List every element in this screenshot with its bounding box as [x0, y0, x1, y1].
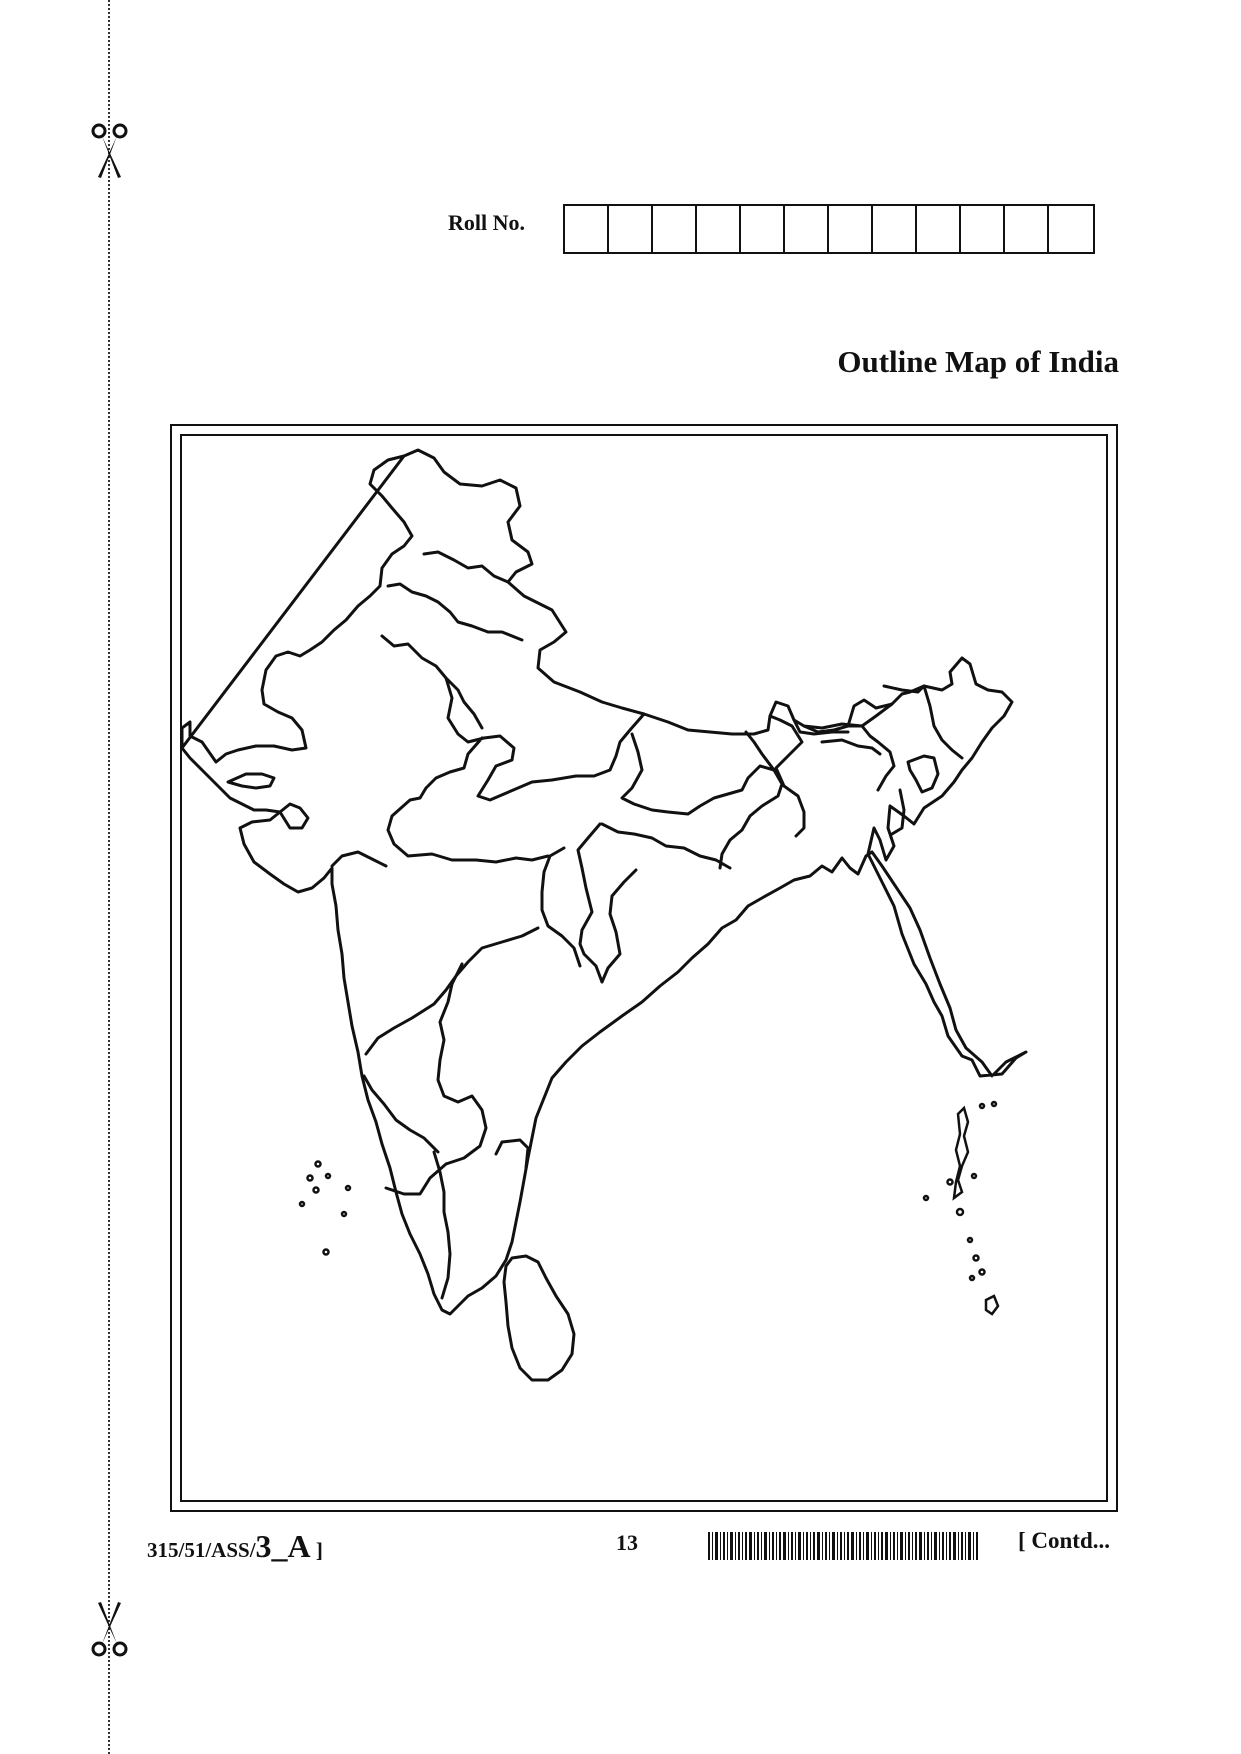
- roll-number-box[interactable]: [697, 206, 741, 252]
- scissors-icon: [90, 122, 130, 182]
- roll-number-box[interactable]: [741, 206, 785, 252]
- paper-code-set: 3_A: [255, 1528, 311, 1564]
- lakshadweep-islands: [300, 1162, 350, 1255]
- roll-number-box[interactable]: [1005, 206, 1049, 252]
- page-number: 13: [616, 1530, 638, 1555]
- cut-line: [108, 0, 110, 1754]
- roll-number-box[interactable]: [917, 206, 961, 252]
- andaman-nicobar-islands: [924, 1102, 998, 1314]
- roll-number-boxes[interactable]: [563, 204, 1095, 254]
- sri-lanka: [504, 1256, 574, 1380]
- map-title: Outline Map of India: [837, 344, 1119, 379]
- paper-code: [147, 1528, 323, 1565]
- scissors-icon: [90, 1598, 130, 1658]
- roll-number-box[interactable]: [653, 206, 697, 252]
- mainland-outline: [182, 450, 1026, 1314]
- page-footer: [0, 1520, 1241, 1570]
- map-frame: [180, 434, 1108, 1502]
- roll-number-box[interactable]: [873, 206, 917, 252]
- barcode-icon: [708, 1532, 978, 1560]
- roll-number-box[interactable]: [829, 206, 873, 252]
- roll-number-box[interactable]: [961, 206, 1005, 252]
- roll-number-box[interactable]: [1049, 206, 1093, 252]
- paper-code-prefix: 315/51/ASS/: [147, 1538, 256, 1562]
- roll-number-box[interactable]: [609, 206, 653, 252]
- paper-code-suffix: ]: [310, 1538, 323, 1562]
- state-boundaries: [332, 552, 962, 1298]
- india-outline-map: [182, 436, 1106, 1500]
- continued-label: [ Contd...: [1018, 1528, 1111, 1553]
- roll-number-box[interactable]: [565, 206, 609, 252]
- roll-number-box[interactable]: [785, 206, 829, 252]
- roll-number-label: Roll No.: [448, 210, 525, 235]
